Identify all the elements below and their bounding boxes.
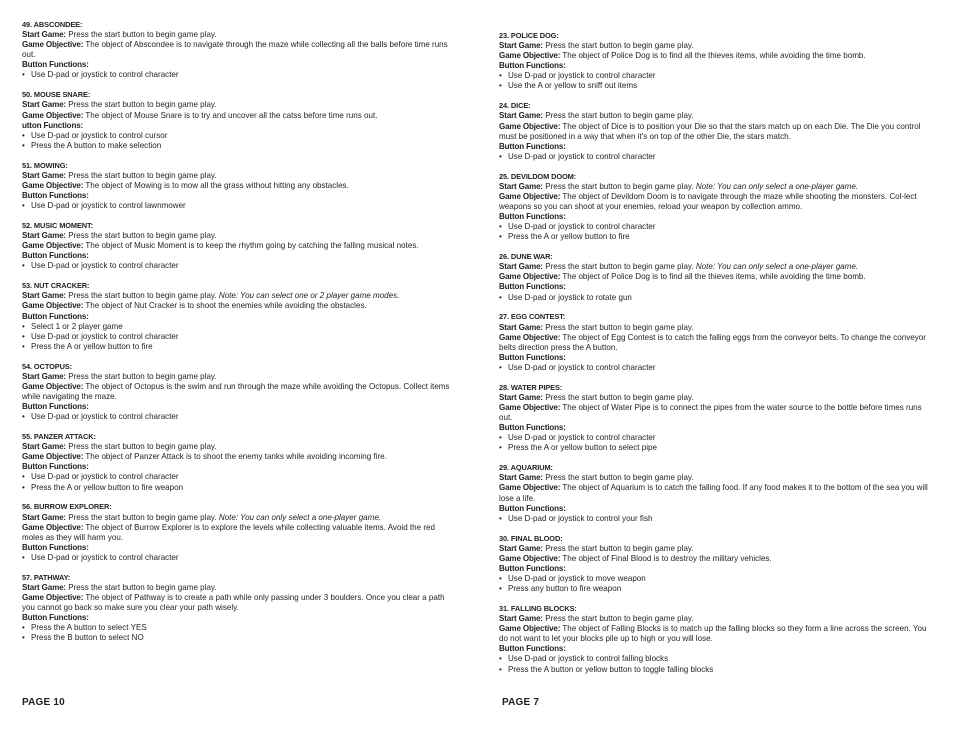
objective-line — [499, 192, 931, 212]
start-line — [499, 393, 931, 403]
objective-text: The object of Abscondee is to navigate through the maze while collecting all the balls before time runs out. — [22, 40, 448, 60]
objective-line — [22, 40, 454, 60]
start-label: Start Game: — [22, 30, 66, 40]
objective-text: The object of Mouse Snare is to try and uncover all the catss before time runs out. — [85, 110, 378, 120]
start-label: Start Game: — [499, 543, 543, 553]
game-entry — [22, 90, 454, 151]
button-functions-list — [22, 201, 454, 211]
game-entry — [499, 534, 931, 595]
objective-line — [22, 382, 454, 402]
objective-line — [499, 333, 931, 353]
start-label: Start Game: — [499, 181, 543, 191]
game-title: 53. NUT CRACKER: — [22, 281, 90, 291]
button-function-item: • Use D-pad or joystick to control cursor — [22, 131, 454, 141]
start-label: Start Game: — [499, 111, 543, 121]
start-text: Press the start button to begin game play. — [68, 371, 217, 381]
objective-text: The object of Falling Blocks is to match up the falling blocks so they form a line across the screen. You do not want to let your blocks pile up to high or you will lose. — [499, 624, 927, 644]
objective-label: Game Objective: — [499, 191, 561, 201]
start-text: Press the start button to begin game play. — [68, 100, 217, 110]
page-number-right: PAGE 7 — [502, 697, 540, 708]
button-functions-label: Button Functions: — [499, 61, 566, 71]
button-function-item: • Use D-pad or joystick to control character — [22, 261, 454, 271]
button-functions-label: Button Functions: — [22, 60, 89, 70]
button-function-item: • Use D-pad or joystick to control character — [22, 70, 454, 80]
start-text: Press the start button to begin game play. — [545, 181, 694, 191]
objective-label: Game Objective: — [499, 402, 561, 412]
button-function-item: • Use D-pad or joystick to control your fish — [499, 514, 931, 524]
objective-text: The object of Police Dog is to find all the thieves items, while avoiding the time bomb. — [562, 272, 866, 282]
button-functions-list — [499, 363, 931, 373]
game-entry — [499, 463, 931, 524]
start-line — [22, 30, 454, 40]
start-text: Press the start button to begin game play. — [68, 30, 217, 40]
button-function-item: • Press any button to fire weapon — [499, 584, 931, 594]
start-line — [499, 323, 931, 333]
button-functions-label: Button Functions: — [499, 212, 566, 222]
game-title: 26. DUNE WAR: — [499, 252, 553, 262]
game-entry — [499, 31, 931, 92]
game-entry — [499, 101, 931, 162]
objective-text: The object of Final Blood is to destroy the military vehicles. — [562, 553, 772, 563]
button-functions-list — [22, 261, 454, 271]
start-label: Start Game: — [22, 100, 66, 110]
objective-label: Game Objective: — [499, 483, 561, 493]
game-entry — [22, 20, 454, 81]
button-function-item: • Press the A button or yellow button to toggle falling blocks — [499, 665, 931, 675]
objective-label: Game Objective: — [499, 624, 561, 634]
objective-label: Game Objective: — [22, 40, 84, 50]
start-line — [499, 41, 931, 51]
start-line — [499, 111, 931, 121]
game-title: 54. OCTOPUS: — [22, 361, 73, 371]
button-functions-label: Button Functions: — [22, 191, 89, 200]
note-text: Note: You can only select a one-player game. — [695, 262, 859, 272]
button-functions-list — [22, 131, 454, 151]
button-function-item: • Press the B button to select NO — [22, 633, 454, 643]
button-functions-list — [22, 70, 454, 80]
button-functions-list — [499, 574, 931, 594]
start-text: Press the start button to begin game play. — [68, 170, 217, 180]
start-line — [499, 473, 931, 483]
objective-text: The object of Devildom Doom is to navigate through the maze while shooting the monsters. Col-lect weapons so you can shoot at your enemies, reload your weapon by collection ammo. — [499, 191, 917, 211]
start-text: Press the start button to begin game play. — [545, 543, 694, 553]
objective-line — [499, 554, 931, 564]
button-function-item: • Use D-pad or joystick to control falling blocks — [499, 654, 931, 664]
start-line — [22, 291, 454, 301]
start-text: Press the start button to begin game play. — [545, 614, 694, 624]
button-functions-label: Button Functions: — [22, 402, 89, 412]
start-label: Start Game: — [22, 231, 66, 241]
start-text: Press the start button to begin game play. — [68, 512, 217, 522]
objective-line — [499, 51, 931, 61]
button-functions-label: Button Functions: — [22, 311, 89, 321]
objective-line — [22, 452, 454, 462]
start-line — [499, 182, 931, 192]
button-function-item: • Press the A button to select YES — [22, 623, 454, 633]
button-functions-list — [499, 293, 931, 303]
start-label: Start Game: — [22, 170, 66, 180]
button-function-item: • Use D-pad or joystick to control character — [499, 71, 931, 81]
button-function-item: • Use the A or yellow to sniff out items — [499, 81, 931, 91]
game-title: 28. WATER PIPES: — [499, 382, 563, 392]
button-functions-list — [22, 322, 454, 352]
button-functions-list — [22, 472, 454, 492]
start-line — [499, 262, 931, 272]
game-entry — [22, 221, 454, 271]
button-functions-list — [22, 553, 454, 563]
game-title: 31. FALLING BLOCKS: — [499, 603, 577, 613]
game-title: 23. POLICE DOG: — [499, 31, 559, 40]
start-line — [22, 442, 454, 452]
game-title: 29. AQUARIUM: — [499, 463, 553, 473]
game-title: 24. DICE: — [499, 101, 531, 111]
objective-text: The object of Water Pipe is to connect the pipes from the water source to the bottle before times runs out. — [499, 402, 922, 423]
objective-line — [22, 593, 454, 613]
objective-text: The object of Dice is to position your Die so that the stars match up on each Die. The Die you control must be positioned in a way that when it's on top of the other Die, the stars match. — [499, 121, 921, 141]
objective-line — [499, 403, 931, 423]
button-functions-list — [499, 222, 931, 242]
objective-text: The object of Mowing is to mow all the grass without hitting any obstacles. — [85, 180, 349, 190]
start-line — [499, 544, 931, 554]
start-label: Start Game: — [499, 41, 543, 51]
game-entry — [22, 362, 454, 423]
button-functions-label: Button Functions: — [499, 563, 566, 573]
button-function-item: • Use D-pad or joystick to control character — [22, 553, 454, 563]
button-functions-label: Button Functions: — [499, 503, 566, 513]
button-functions-list — [499, 433, 931, 453]
game-title: 56. BURROW EXPLORER: — [22, 502, 112, 512]
note-text: Note: You can only select a one-player game. — [218, 512, 382, 522]
objective-label: Game Objective: — [22, 241, 84, 251]
button-functions-label: Button Functions: — [22, 613, 89, 623]
objective-label: Game Objective: — [22, 110, 84, 120]
game-title: 55. PANZER ATTACK: — [22, 432, 96, 442]
objective-line — [22, 301, 454, 311]
button-functions-list — [22, 623, 454, 643]
button-function-item: • Use D-pad or joystick to rotate gun — [499, 293, 931, 303]
start-text: Press the start button to begin game play. — [545, 392, 694, 402]
start-label: Start Game: — [499, 262, 543, 272]
button-functions-list — [499, 152, 931, 162]
objective-label: Game Objective: — [22, 301, 84, 311]
game-title: 51. MOWING: — [22, 160, 68, 170]
button-functions-label: Button Functions: — [499, 352, 566, 362]
button-functions-list — [22, 412, 454, 422]
right-column — [499, 31, 931, 684]
objective-text: The object of Police Dog is to find all the thieves items, while avoiding the time bomb. — [562, 51, 866, 61]
game-title: 49. ABSCONDEE: — [22, 20, 83, 29]
note-text: Note: You can select one or 2 player game modes. — [218, 291, 400, 301]
button-functions-label: Button Functions: — [22, 462, 89, 472]
game-title: 25. DEVILDOM DOOM: — [499, 171, 577, 181]
game-entry — [499, 383, 931, 454]
objective-label: Game Objective: — [22, 592, 84, 602]
game-entry — [22, 502, 454, 563]
game-title: 52. MUSIC MOMENT: — [22, 220, 93, 230]
button-function-item: • Use D-pad or joystick to move weapon — [499, 574, 931, 584]
start-text: Press the start button to begin game play. — [68, 442, 217, 452]
game-entry — [499, 172, 931, 243]
button-functions-list — [499, 71, 931, 91]
objective-label: Game Objective: — [22, 452, 84, 462]
button-function-item: • Use D-pad or joystick to control character — [499, 152, 931, 162]
button-function-item: • Press the A or yellow button to fire — [22, 342, 454, 352]
objective-line — [22, 241, 454, 251]
objective-line — [22, 181, 454, 191]
button-function-item: • Select 1 or 2 player game — [22, 322, 454, 332]
button-function-item: • Use D-pad or joystick to control character — [499, 433, 931, 443]
start-text: Press the start button to begin game play. — [545, 473, 694, 483]
objective-label: Game Objective: — [499, 121, 561, 131]
objective-line — [499, 122, 931, 142]
start-line — [22, 231, 454, 241]
start-line — [499, 614, 931, 624]
start-line — [22, 372, 454, 382]
objective-text: The object of Nut Cracker is to shoot the enemies while avoiding the obstacles. — [85, 301, 367, 311]
objective-text: The object of Aquarium is to catch the falling food. If any food makes it to the bottom of the sea you will lose a life. — [499, 483, 928, 503]
objective-label: Game Objective: — [22, 381, 84, 391]
start-line — [22, 583, 454, 593]
start-text: Press the start button to begin game play. — [545, 322, 694, 332]
button-function-item: • Use D-pad or joystick to control character — [499, 363, 931, 373]
button-function-item: • Use D-pad or joystick to control character — [22, 472, 454, 482]
objective-text: The object of Burrow Explorer is to explore the levels while collecting valuable items. Avoid the red moles as they will harm you. — [22, 522, 435, 542]
button-functions-list — [499, 514, 931, 524]
game-title: 30. FINAL BLOOD: — [499, 533, 563, 543]
button-function-item: • Use D-pad or joystick to control character — [22, 412, 454, 422]
start-line — [22, 513, 454, 523]
objective-text: The object of Pathway is to create a path while only passing under 3 boulders. Once you clear a path you cannot go back so make sure you clear your path wisely. — [22, 592, 445, 613]
objective-text: The object of Music Moment is to keep the rhythm going by catching the falling musical notes. — [85, 241, 419, 251]
objective-line — [22, 523, 454, 543]
objective-label: Game Objective: — [499, 332, 561, 342]
button-functions-label: Button Functions: — [499, 141, 566, 151]
game-entry — [499, 252, 931, 302]
start-text: Press the start button to begin game play. — [68, 231, 217, 241]
button-functions-label: Button Functions: — [499, 423, 566, 433]
left-column — [22, 20, 454, 653]
start-text: Press the start button to begin game play. — [68, 582, 217, 592]
button-functions-list — [499, 654, 931, 674]
objective-line — [499, 272, 931, 282]
game-entry — [22, 432, 454, 493]
button-functions-label: utton Functions: — [22, 120, 84, 130]
button-function-item: • Press the A or yellow button to fire — [499, 232, 931, 242]
button-function-item: • Use D-pad or joystick to control character — [499, 222, 931, 232]
note-text: Note: You can only select a one-player game. — [695, 181, 859, 191]
button-functions-label: Button Functions: — [499, 644, 566, 654]
objective-label: Game Objective: — [499, 51, 561, 61]
button-function-item: • Use D-pad or joystick to control lawnmower — [22, 201, 454, 211]
objective-label: Game Objective: — [499, 272, 561, 282]
start-label: Start Game: — [22, 291, 66, 301]
button-function-item: • Press the A or yellow button to fire weapon — [22, 483, 454, 493]
button-functions-label: Button Functions: — [22, 542, 89, 552]
game-entry — [22, 281, 454, 352]
start-label: Start Game: — [499, 614, 543, 624]
objective-line — [499, 624, 931, 644]
start-label: Start Game: — [499, 322, 543, 332]
game-entry — [499, 604, 931, 675]
objective-label: Game Objective: — [499, 553, 561, 563]
game-title: 27. EGG CONTEST: — [499, 312, 566, 322]
page-number-left: PAGE 10 — [22, 697, 65, 708]
button-function-item: • Use D-pad or joystick to control character — [22, 332, 454, 342]
start-label: Start Game: — [22, 442, 66, 452]
objective-text: The object of Octopus is the swim and run through the maze while avoiding the Octopus. Collect items while navigating the maze. — [22, 381, 450, 401]
objective-line — [22, 111, 454, 121]
game-entry — [499, 312, 931, 373]
objective-line — [499, 483, 931, 503]
objective-text: The object of Panzer Attack is to shoot the enemy tanks while avoiding incoming fire. — [85, 452, 387, 462]
start-text: Press the start button to begin game play. — [68, 291, 217, 301]
game-entry — [22, 573, 454, 644]
objective-label: Game Objective: — [22, 522, 84, 532]
start-line — [22, 171, 454, 181]
objective-label: Game Objective: — [22, 180, 84, 190]
objective-text: The object of Egg Contest is to catch the falling eggs from the conveyor belts. To change the conveyor belts direction press the A button. — [499, 332, 926, 352]
button-functions-label: Button Functions: — [22, 251, 89, 261]
game-entry — [22, 161, 454, 211]
game-title: 50. MOUSE SNARE: — [22, 90, 91, 100]
start-text: Press the start button to begin game play. — [545, 41, 694, 51]
button-function-item: • Press the A or yellow button to select pipe — [499, 443, 931, 453]
start-label: Start Game: — [499, 392, 543, 402]
start-label: Start Game: — [22, 512, 66, 522]
start-label: Start Game: — [499, 473, 543, 483]
start-line — [22, 100, 454, 110]
start-label: Start Game: — [22, 371, 66, 381]
button-function-item: • Press the A button to make selection — [22, 141, 454, 151]
game-title: 57. PATHWAY: — [22, 572, 71, 582]
start-text: Press the start button to begin game play. — [545, 111, 694, 121]
start-label: Start Game: — [22, 582, 66, 592]
button-functions-label: Button Functions: — [499, 282, 566, 292]
start-text: Press the start button to begin game play. — [545, 262, 694, 272]
